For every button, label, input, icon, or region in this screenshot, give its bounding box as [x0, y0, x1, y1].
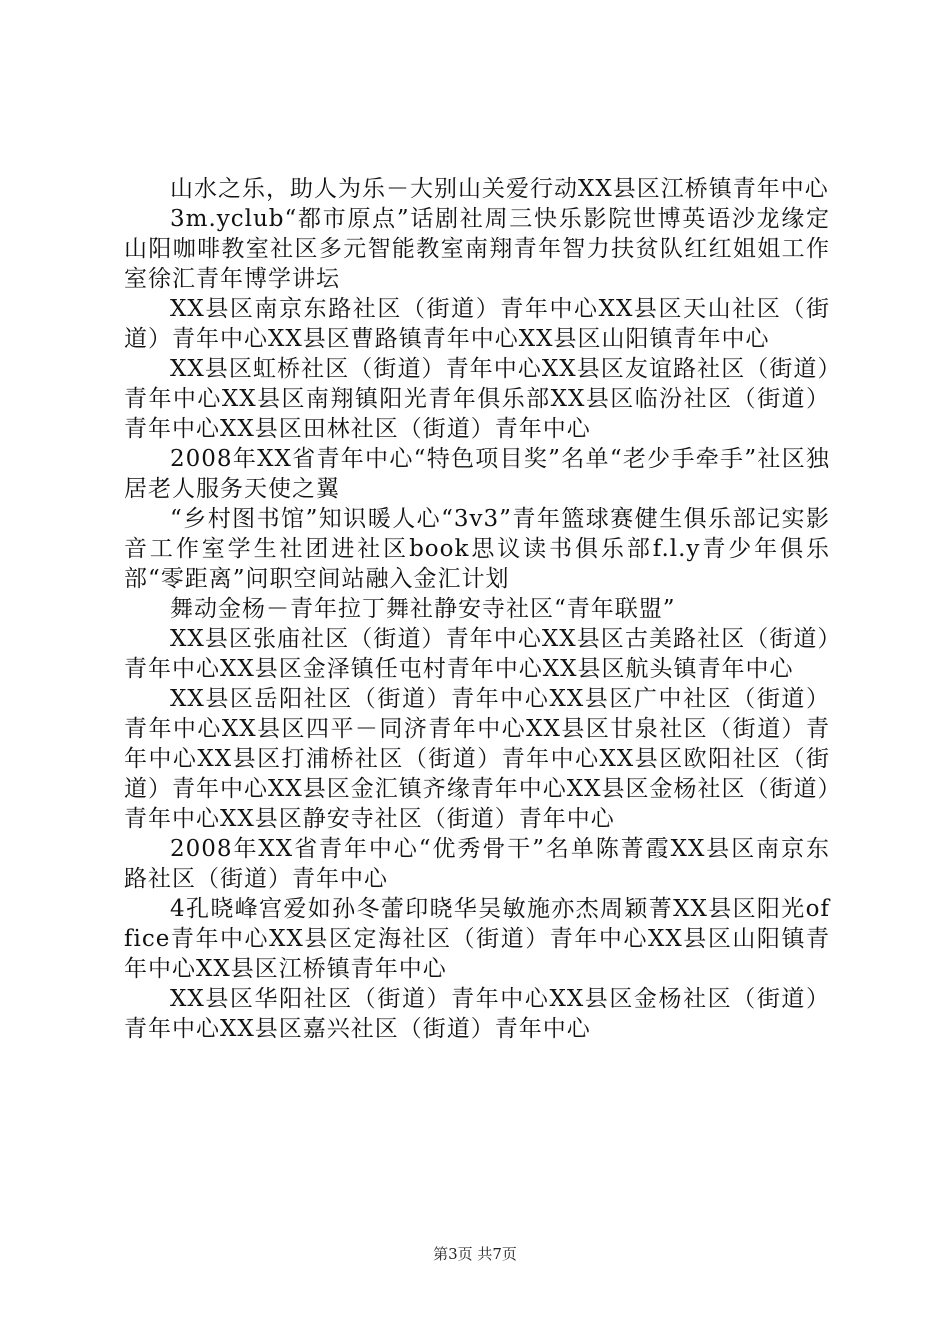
paragraph-4: XX县区虹桥社区（街道）青年中心XX县区友谊路社区（街道）青年中心XX县区南翔镇阳光青年俱乐部XX县区临汾社区（街道）青年中心XX县区田林社区（街道）青年中心 [124, 356, 830, 442]
document-body [124, 174, 830, 1044]
paragraph-8: XX县区张庙社区（街道）青年中心XX县区古美路社区（街道）青年中心XX县区金泽镇任屯村青年中心XX县区航头镇青年中心 [124, 626, 830, 682]
paragraph-1: 山水之乐，助人为乐－大别山关爱行动XX县区江桥镇青年中心 [170, 176, 829, 202]
paragraph-7: 舞动金杨－青年拉丁舞社静安寺社区“青年联盟” [170, 596, 676, 622]
paragraph-10: 2008年XX省青年中心“优秀骨干”名单陈菁霞XX县区南京东路社区（街道）青年中心 [124, 836, 830, 892]
paragraph-6: “乡村图书馆”知识暖人心“3v3”青年篮球赛健生俱乐部记实影音工作室学生社团进社区book思议读书俱乐部f.l.y青少年俱乐部“零距离”问职空间站融入金汇计划 [124, 506, 830, 592]
paragraph-11: 4孔晓峰宫爱如孙冬蕾印晓华吴敏施亦杰周颖菁XX县区阳光office青年中心XX县区定海社区（街道）青年中心XX县区山阳镇青年中心XX县区江桥镇青年中心 [124, 896, 830, 982]
paragraph-9: XX县区岳阳社区（街道）青年中心XX县区广中社区（街道）青年中心XX县区四平－同济青年中心XX县区甘泉社区（街道）青年中心XX县区打浦桥社区（街道）青年中心XX县区欧阳社区（街道）青年中心XX县区金汇镇齐缘青年中心XX县区金杨社区（街道）青年中心XX县区静安寺社区（街道）青年中心 [124, 686, 830, 832]
paragraph-2: 3m.yclub“都市原点”话剧社周三快乐影院世博英语沙龙缘定山阳咖啡教室社区多元智能教室南翔青年智力扶贫队红红姐姐工作室徐汇青年博学讲坛 [124, 206, 830, 292]
paragraph-5: 2008年XX省青年中心“特色项目奖”名单“老少手牵手”社区独居老人服务天使之翼 [124, 446, 830, 502]
page-footer: 第3页 共7页 [433, 1245, 517, 1263]
paragraph-3: XX县区南京东路社区（街道）青年中心XX县区天山社区（街道）青年中心XX县区曹路镇青年中心XX县区山阳镇青年中心 [124, 296, 830, 352]
paragraph-12: XX县区华阳社区（街道）青年中心XX县区金杨社区（街道）青年中心XX县区嘉兴社区（街道）青年中心 [124, 986, 830, 1042]
